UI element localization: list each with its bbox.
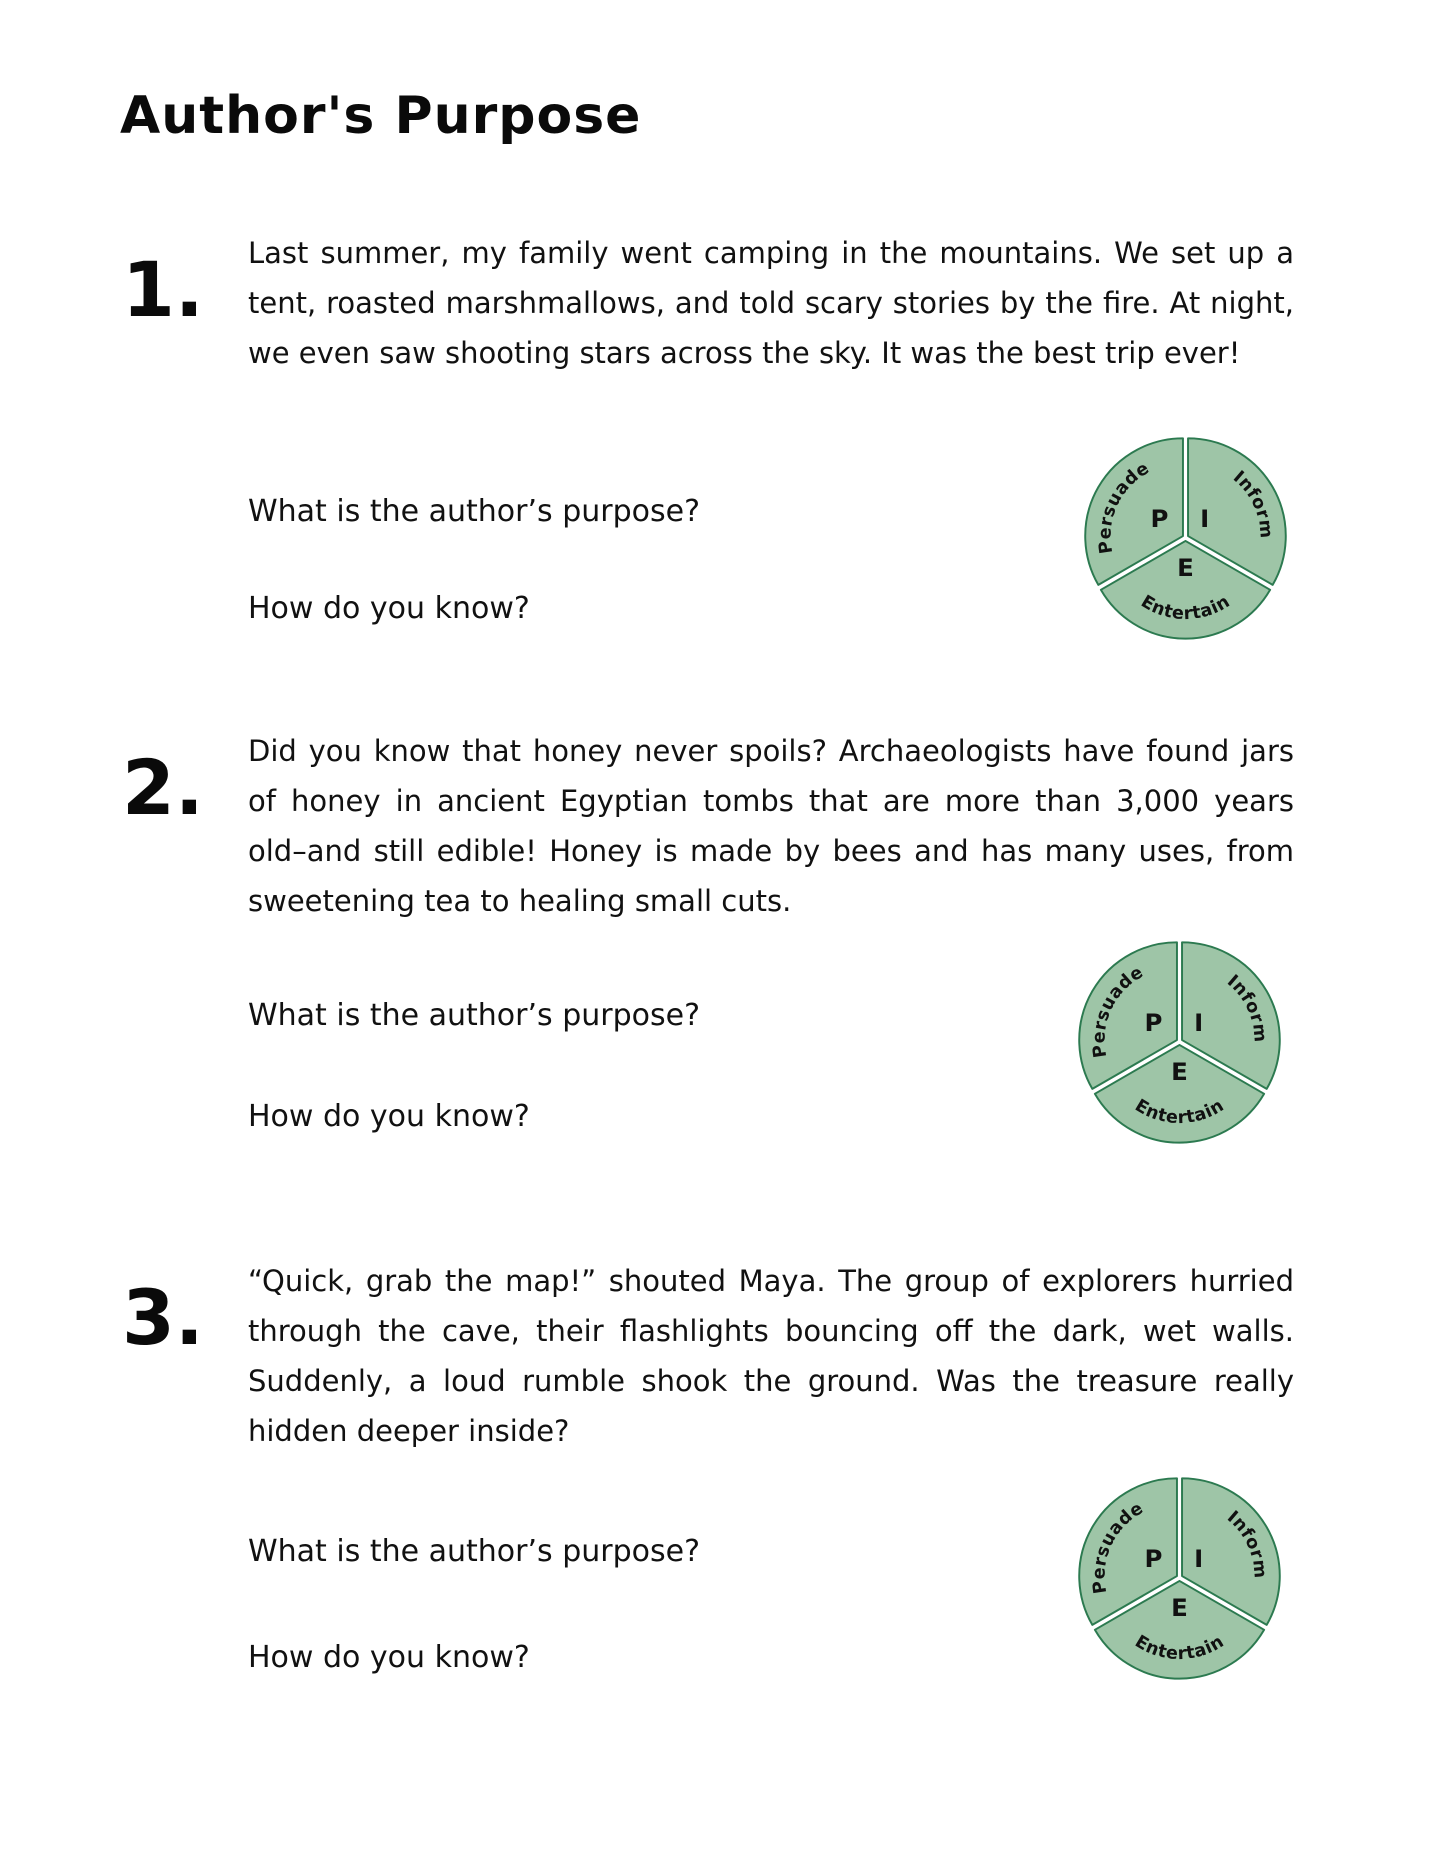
pie-letter-p: P bbox=[1144, 1008, 1163, 1038]
authors-purpose-pie-chart-2 bbox=[1072, 934, 1287, 1149]
question-number-3: 3. bbox=[122, 1273, 204, 1362]
passage-2: Did you know that honey never spoils? Archaeologists have found jars of honey in ancient Egyptian tombs that are more than 3,000 years old–and still edible! Honey is made by bees and has many uses, from sweetening tea to healing small cuts. bbox=[248, 734, 1294, 918]
passage-3: “Quick, grab the map!” shouted Maya. The group of explorers hurried through the cave, their flashlights bouncing off the dark, wet walls. Suddenly, a loud rumble shook the ground. Was the treasure really hidden deeper inside? bbox=[248, 1264, 1294, 1448]
question-number-2: 2. bbox=[122, 743, 204, 832]
pie-letter-e: E bbox=[1171, 1057, 1188, 1087]
pie-letter-p: P bbox=[1144, 1544, 1163, 1574]
pie-label-inform: Inform bbox=[1229, 467, 1276, 540]
authors-purpose-pie-chart-1 bbox=[1078, 430, 1293, 645]
pie-letter-e: E bbox=[1171, 1593, 1188, 1623]
authors-purpose-pie-chart-3 bbox=[1072, 1470, 1287, 1685]
pie-label-entertain: Entertain bbox=[1131, 1095, 1228, 1129]
pie-label-inform: Inform bbox=[1223, 1507, 1270, 1580]
pie-label-inform: Inform bbox=[1223, 971, 1270, 1044]
pie-letter-i: I bbox=[1194, 1544, 1204, 1574]
pie-letter-e: E bbox=[1177, 553, 1194, 583]
pie-label-persuade: Persuade bbox=[1089, 962, 1148, 1060]
passage-1: Last summer, my family went camping in the mountains. We set up a tent, roasted marshmallows, and told scary stories by the fire. At night, we even saw shooting stars across the sky. It was the best trip ever! bbox=[248, 236, 1294, 370]
purpose-question-1: What is the author’s purpose? bbox=[248, 494, 700, 529]
pie-label-persuade: Persuade bbox=[1095, 458, 1154, 556]
evidence-question-1: How do you know? bbox=[248, 591, 530, 626]
pie-letter-i: I bbox=[1194, 1008, 1204, 1038]
pie-label-persuade: Persuade bbox=[1089, 1498, 1148, 1596]
pie-letter-p: P bbox=[1150, 504, 1169, 534]
evidence-question-3: How do you know? bbox=[248, 1640, 530, 1675]
purpose-question-3: What is the author’s purpose? bbox=[248, 1534, 700, 1569]
pie-label-entertain: Entertain bbox=[1131, 1631, 1228, 1665]
evidence-question-2: How do you know? bbox=[248, 1099, 530, 1134]
question-number-1: 1. bbox=[122, 245, 204, 334]
pie-label-entertain: Entertain bbox=[1137, 591, 1234, 625]
purpose-question-2: What is the author’s purpose? bbox=[248, 998, 700, 1033]
page-title: Author's Purpose bbox=[120, 86, 642, 146]
pie-letter-i: I bbox=[1200, 504, 1210, 534]
